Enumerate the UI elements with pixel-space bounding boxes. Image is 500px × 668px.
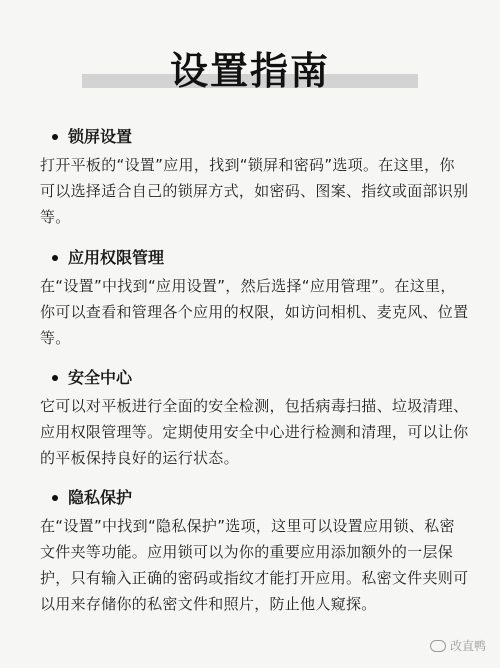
title-area — [0, 38, 500, 98]
section-body: 打开平板的“设置”应用，找到“锁屏和密码”选项。在这里，你可以选择适合自己的锁屏方式，如密码、图案、指纹或面部识别等。 — [40, 156, 469, 226]
section-heading — [52, 367, 470, 389]
section-heading — [52, 126, 470, 148]
section-lock-screen — [40, 126, 470, 230]
watermark-logo-icon — [430, 640, 446, 652]
section-heading-text: 应用权限管理 — [68, 248, 165, 267]
bullet-icon — [52, 375, 58, 381]
section-body: 在“设置”中找到“隐私保护”选项，这里可以设置应用锁、私密文件夹等功能。应用锁可以为你的重要应用添加额外的一层保护，只有输入正确的密码或指纹才能打开应用。私密文件夹则可以用来存储你的私密文件和照片，防止他人窥探。 — [40, 517, 469, 613]
watermark — [430, 637, 486, 654]
watermark-text: 改直鸭 — [449, 639, 486, 653]
page-title: 设置指南 — [169, 49, 330, 93]
bullet-icon — [52, 495, 58, 501]
bullet-icon — [52, 134, 58, 140]
section-heading-text: 隐私保护 — [68, 488, 133, 507]
section-heading — [52, 247, 470, 269]
section-heading-text: 锁屏设置 — [68, 127, 133, 146]
section-body: 在“设置”中找到“应用设置”，然后选择“应用管理”。在这里，你可以查看和管理各个应用的权限，如访问相机、麦克风、位置等。 — [40, 277, 469, 347]
section-privacy — [40, 487, 470, 617]
section-heading-text: 安全中心 — [68, 368, 133, 387]
section-body: 它可以对平板进行全面的安全检测，包括病毒扫描、垃圾清理、应用权限管理等。定期使用安全中心进行检测和清理，可以让你的平板保持良好的运行状态。 — [40, 397, 469, 467]
section-heading — [52, 487, 470, 509]
section-app-permissions — [40, 247, 470, 351]
section-security-center — [40, 367, 470, 471]
bullet-icon — [52, 255, 58, 261]
